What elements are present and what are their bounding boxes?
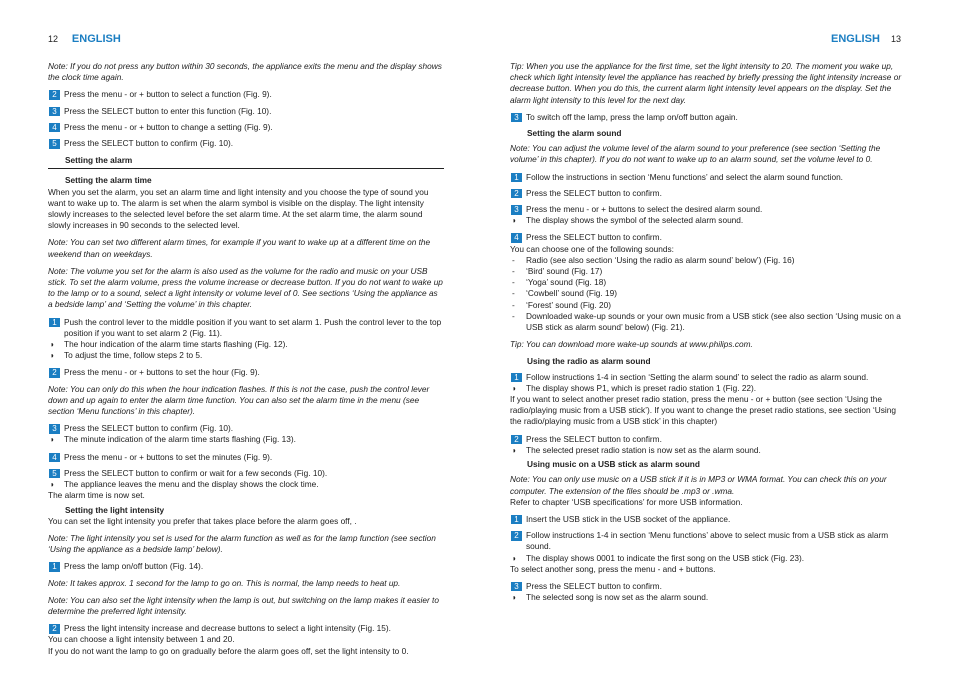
subsection-heading: Setting the alarm sound: [527, 128, 622, 139]
step-number: 1: [511, 515, 522, 525]
bullet-arrow-icon: ◗: [50, 340, 55, 350]
step-text: Follow instructions 1-4 in section ‘Menu functions’ above to select music from a USB stick as alarm sound.: [526, 530, 889, 552]
list-item: [510, 311, 906, 333]
list-text: ‘Forest’ sound (Fig. 20): [526, 299, 611, 310]
step-item: [510, 188, 906, 199]
paragraph: When you set the alarm, you set an alarm time and light intensity and you choose the type of sound you want to wake up to. The alarm is set when the alarm symbol is visible on the display. The light intensity slowly increases to the selected level before the set alarm time. At the set alarm time, the alarm sound slowly increases in 90 seconds to the selected level.: [48, 186, 429, 231]
bullet-item: [510, 383, 906, 394]
step-number: 5: [49, 469, 60, 479]
language-label: ENGLISH: [831, 33, 880, 45]
right-page-header: [831, 33, 901, 45]
bullet-text: The appliance leaves the menu and the display shows the clock time.: [64, 479, 319, 490]
step-item: [48, 423, 444, 434]
step-item: [48, 367, 444, 378]
step-item: [48, 138, 444, 149]
bullet-arrow-icon: ◗: [512, 593, 517, 603]
step-item: [510, 232, 906, 243]
step-text: Press the menu - or + button to change a setting (Fig. 9).: [64, 121, 273, 132]
step-text: Follow the instructions in section ‘Menu functions’ and select the alarm sound function.: [526, 171, 843, 182]
step-text: Press the light intensity increase and decrease buttons to select a light intensity (Fig. 15).: [64, 623, 391, 634]
bullet-arrow-icon: ◗: [512, 445, 517, 455]
bullet-text: To adjust the time, follow steps 2 to 5.: [64, 350, 203, 361]
step-item: [48, 623, 444, 634]
subsection-heading: Setting the alarm time: [65, 175, 152, 186]
step-item: [510, 204, 906, 215]
note: Note: If you do not press any button within 30 seconds, the appliance exits the menu and the display shows the clock time again.: [48, 61, 442, 83]
bullet-text: The minute indication of the alarm time starts flashing (Fig. 13).: [64, 434, 296, 445]
step-number: 3: [511, 582, 522, 592]
dash-marker: -: [512, 299, 515, 310]
step-item: [510, 434, 906, 445]
bullet-arrow-icon: ◗: [50, 480, 55, 490]
bullet-item: [510, 553, 906, 564]
section-heading: Setting the alarm: [48, 155, 444, 169]
dash-marker: -: [512, 310, 515, 321]
bullet-item: [48, 479, 444, 490]
list-text: ‘Bird’ sound (Fig. 17): [526, 266, 603, 277]
step-text: Press the menu - or + buttons to set the hour (Fig. 9).: [64, 367, 260, 378]
step-number: 2: [49, 90, 60, 100]
list-text: Downloaded wake-up sounds or your own music from a USB stick (see also section ‘Using music on a USB stick as alarm sound’ below) (Fig. 21).: [526, 310, 901, 333]
paragraph: If you want to select another preset radio station, press the menu - or + button (see section ‘Using the radio/playing music from a USB stick’). If you want to change the preset radio stations, see section ‘Using the radio/playing music from a USB stick’ in this chapter): [510, 394, 896, 427]
step-text: Press the menu - or + buttons to set the minutes (Fig. 9).: [64, 451, 273, 462]
paragraph: Refer to chapter ‘USB specifications’ for more USB information.: [510, 496, 743, 507]
note: Note: The light intensity you set is used for the alarm function as well as for the lamp function (see section ‘Using the appliance as a bedside lamp’ below).: [48, 532, 436, 555]
bullet-item: [48, 434, 444, 445]
subsection-heading: Setting the light intensity: [65, 504, 165, 515]
list-item: [510, 255, 906, 266]
bullet-text: The hour indication of the alarm time starts flashing (Fig. 12).: [64, 339, 288, 350]
note: Note: You can only use music on a USB stick if it is in MP3 or WMA format. You can check this on your computer. The extension of the files should be .mp3 or .wma.: [510, 474, 887, 496]
paragraph: You can choose one of the following sounds:: [510, 243, 674, 254]
step-text: Follow instructions 1-4 in section ‘Setting the alarm sound’ to select the radio as alarm sound.: [526, 371, 869, 382]
bullet-arrow-icon: ◗: [50, 435, 55, 445]
step-item: [48, 89, 444, 100]
note: Note: The volume you set for the alarm is also used as the volume for the radio and music on your USB stick. To set the alarm volume, press the volume increase or decrease button. If you do not want to wake up to the lamp or to a sound, select a light intensity or volume level of 0. See sections ‘Using the appliance as a bedside lamp’ and ‘Setting the volume’ in this chapter.: [48, 265, 443, 310]
step-number: 1: [511, 173, 522, 183]
step-item: [48, 561, 444, 572]
right-column: [510, 61, 906, 603]
step-text: Press the SELECT button to confirm (Fig. 10).: [64, 423, 234, 434]
dash-marker: -: [512, 288, 515, 299]
list-item: [510, 266, 906, 277]
list-item: [510, 300, 906, 311]
dash-marker: -: [512, 254, 515, 265]
step-number: 4: [511, 233, 522, 243]
note: Note: You can adjust the volume level of the alarm sound to your preference (see section ‘Setting the volume’ in this chapter). If you do not want to wake up to an alarm sound, set the volume level to 0.: [510, 143, 881, 165]
step-text: Press the SELECT button to confirm.: [526, 187, 662, 198]
left-column: [48, 61, 444, 657]
paragraph: You can set the light intensity you prefer that takes place before the alarm goes off, .: [48, 515, 357, 526]
bullet-item: [510, 592, 906, 603]
tip: Tip: You can download more wake-up sounds at www.philips.com.: [510, 339, 753, 350]
list-text: ‘Cowbell’ sound (Fig. 19): [526, 288, 617, 299]
note: Note: You can only do this when the hour indication flashes. If this is not the case, push the control lever down and up again to enter the alarm time function. You can also set the alarm time in the menu (see section ‘Menu functions’ in this chapter).: [48, 383, 430, 417]
bullet-text: The selected song is now set as the alarm sound.: [526, 592, 709, 603]
step-text: Press the SELECT button to enter this function (Fig. 10).: [64, 105, 272, 116]
left-page-header: [48, 33, 121, 45]
step-number: 1: [511, 373, 522, 383]
list-item: [510, 277, 906, 288]
step-number: 4: [49, 123, 60, 133]
step-item: [48, 106, 444, 117]
page-number: 13: [891, 34, 902, 44]
step-text: Press the menu - or + button to select a function (Fig. 9).: [64, 89, 272, 100]
bullet-item: [510, 445, 906, 456]
step-item: [48, 468, 444, 479]
subsection-heading: Using music on a USB stick as alarm sound: [527, 459, 700, 470]
paragraph: The alarm time is now set.: [48, 490, 145, 501]
step-item: [48, 122, 444, 133]
bullet-text: The display shows the symbol of the selected alarm sound.: [526, 215, 744, 226]
dash-marker: -: [512, 266, 515, 277]
step-number: 2: [511, 189, 522, 199]
subsection-heading: Using the radio as alarm sound: [527, 356, 651, 367]
step-number: 1: [49, 562, 60, 572]
list-text: ‘Yoga’ sound (Fig. 18): [526, 277, 607, 288]
step-text: Press the lamp on/off button (Fig. 14).: [64, 561, 204, 572]
note: Note: You can also set the light intensity when the lamp is out, but switching on the lamp makes it easier to determine the preferred light intensity.: [48, 594, 439, 616]
step-text: Press the SELECT button to confirm or wait for a few seconds (Fig. 10).: [64, 467, 328, 478]
list-text: Radio (see also section ‘Using the radio as alarm sound’ below’) (Fig. 16): [526, 254, 795, 265]
step-number: 4: [49, 453, 60, 463]
tip: Tip: When you use the appliance for the first time, set the light intensity to 20. The moment you wake up, check which light intensity level the appliance has reached by briefly pressing the light intensity increase or decrease button. When you do this, the current alarm light intensity level appears on the display. Set the alarm light intensity to this level for the next day.: [510, 61, 902, 105]
bullet-arrow-icon: ◗: [512, 216, 517, 226]
step-number: 2: [49, 624, 60, 634]
list-item: [510, 288, 906, 299]
bullet-text: The display shows P1, which is preset radio station 1 (Fig. 22).: [526, 382, 757, 393]
step-number: 1: [49, 318, 60, 328]
step-item: [510, 372, 906, 383]
step-number: 3: [49, 424, 60, 434]
step-number: 5: [49, 139, 60, 149]
paragraph: You can choose a light intensity between 1 and 20.: [48, 634, 235, 645]
step-item: [510, 530, 906, 552]
dash-marker: -: [512, 277, 515, 288]
step-text: Press the SELECT button to confirm.: [526, 433, 662, 444]
step-item: [510, 112, 906, 123]
bullet-item: [48, 350, 444, 361]
step-item: [510, 172, 906, 183]
step-item: [510, 581, 906, 592]
bullet-arrow-icon: ◗: [512, 383, 517, 393]
paragraph: If you do not want the lamp to go on gradually before the alarm goes off, set the light intensity to 0.: [48, 645, 409, 656]
step-text: Press the SELECT button to confirm.: [526, 232, 662, 243]
page-number: 12: [48, 34, 59, 44]
step-text: Press the SELECT button to confirm.: [526, 580, 662, 591]
step-number: 2: [511, 435, 522, 445]
step-number: 2: [49, 368, 60, 378]
step-text: Press the menu - or + buttons to select the desired alarm sound.: [526, 204, 763, 215]
bullet-item: [48, 339, 444, 350]
bullet-arrow-icon: ◗: [512, 553, 517, 563]
step-number: 3: [511, 113, 522, 123]
step-item: [48, 452, 444, 463]
note: Note: You can set two different alarm times, for example if you want to wake up at a different time on the weekend than on weekdays.: [48, 237, 431, 259]
step-text: Push the control lever to the middle position if you want to set alarm 1. Push the control lever to the top position if you want to set alarm 2 (Fig. 11).: [64, 316, 442, 338]
step-text: Press the SELECT button to confirm (Fig. 10).: [64, 138, 234, 149]
bullet-item: [510, 215, 906, 226]
step-number: 2: [511, 531, 522, 541]
bullet-arrow-icon: ◗: [50, 351, 55, 361]
note: Note: It takes approx. 1 second for the lamp to go on. This is normal, the lamp needs to heat up.: [48, 577, 401, 588]
paragraph: To select another song, press the menu - and + buttons.: [510, 563, 716, 574]
step-item: [48, 317, 444, 339]
step-text: To switch off the lamp, press the lamp on/off button again.: [526, 111, 738, 122]
step-number: 3: [49, 107, 60, 117]
step-item: [510, 514, 906, 525]
bullet-text: The selected preset radio station is now set as the alarm sound.: [526, 444, 761, 455]
bullet-text: The display shows 0001 to indicate the first song on the USB stick (Fig. 23).: [526, 552, 805, 563]
language-label: ENGLISH: [71, 33, 121, 45]
step-number: 3: [511, 205, 522, 215]
step-text: Insert the USB stick in the USB socket of the appliance.: [526, 513, 731, 524]
